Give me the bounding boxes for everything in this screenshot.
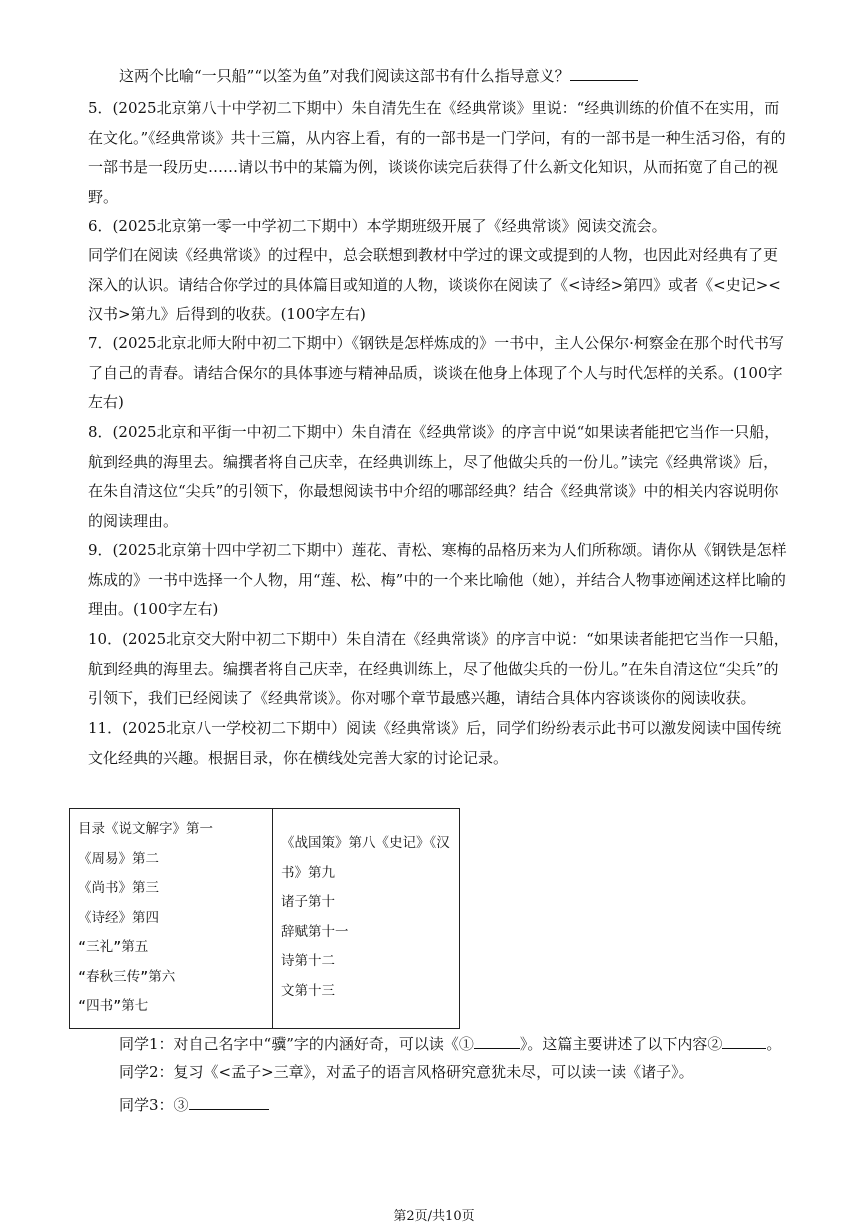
- question-7: 7．(2025北京北师大附中初二下期中）《钢铁是怎样炼成的》一书中，主人公保尔·柯察金在那个时代书写了自己的青春。请结合保尔的具体事迹与精神品质，谈谈在他身上体现了个人与时代怎样的关系。(100字左右): [88, 334, 784, 411]
- toc-entry: 《尚书》第三: [78, 880, 159, 896]
- toc-entry: 目录《说文解字》第一: [78, 821, 213, 837]
- toc-entry: 诗第十二: [281, 953, 335, 969]
- page-footer: 第2页/共10页: [393, 1209, 475, 1224]
- discussion-student-1: 同学1：对自己名字中“骥”字的内涵好奇，可以读《① 》。这篇主要讲述了以下内容② 。: [119, 1031, 781, 1054]
- question-8: 8．(2025北京和平街一中初二下期中）朱自清在《经典常谈》的序言中说“如果读者能把它当作一只船，航到经典的海里去。编撰者将自己庆幸，在经典训练上，尽了他做尖兵的一份儿。”读完《经典常谈》后，在朱自清这位“尖兵”的引领下，你最想阅读书中介绍的哪部经典？结合《经典常谈》中的相关内容说明你的阅读理由。: [88, 423, 780, 530]
- answer-blank-1: [474, 1031, 520, 1049]
- question-10: 10．(2025北京交大附中初二下期中）朱自清在《经典常谈》的序言中说：“如果读者能把它当作一只船，航到经典的海里去。编撰者将自己庆幸，在经典训练上，尽了他做尖兵的一份儿。”在朱自清这位“尖兵”的引领下，我们已经阅读了《经典常谈》。你对哪个章节最感兴趣，请结合具体内容谈谈你的阅读收获。: [88, 630, 789, 707]
- toc-left-column: [70, 809, 273, 1029]
- toc-entry: 辞赋第十一: [281, 923, 349, 940]
- toc-entry: 书》第九: [281, 864, 335, 881]
- question-6-title: 6．(2025北京第一零一中学初二下期中）本学期班级开展了《经典常谈》阅读交流会。: [88, 217, 667, 235]
- toc-entry: 《周易》第二: [78, 850, 159, 867]
- answer-blank: [570, 63, 638, 81]
- question-5: 5．(2025北京第八十中学初二下期中）朱自清先生在《经典常谈》里说：“经典训练的价值不在实用，而在文化。”《经典常谈》共十三篇，从内容上看，有的一部书是一门学问，有的一部书是一种生活习俗，有的一部书是一段历史……请以书中的某篇为例，谈谈你读完后获得了什么新文化知识，从而拓宽了自己的视野。: [88, 99, 786, 206]
- discussion-student-2: 同学2：复习《<孟子>三章》，对孟子的语言风格研究意犹未尽，可以读一读《诸子》。: [119, 1063, 694, 1081]
- table-of-contents: [69, 808, 460, 1029]
- discussion-student-3: 同学3：③: [119, 1092, 269, 1115]
- toc-entry: “四书”第七: [78, 998, 149, 1014]
- toc-entry: 诸子第十: [281, 894, 335, 910]
- answer-blank-2: [722, 1031, 766, 1049]
- toc-right-column: [273, 809, 460, 1029]
- question-6-body: 同学们在阅读《经典常谈》的过程中，总会联想到教材中学过的课文或提到的人物，也因此对经典有了更深入的认识。请结合你学过的具体篇目或知道的人物，谈谈你在阅读了《<诗经>第四》或者《<史记><汉书>第九》后得到的收获。(100字左右): [88, 246, 781, 323]
- question-text: 这两个比喻“一只船”“以筌为鱼”对我们阅读这部书有什么指导意义？: [119, 67, 570, 85]
- answer-blank-3: [189, 1092, 269, 1110]
- toc-entry: 《诗经》第四: [78, 909, 159, 926]
- toc-entry: “春秋三传”第六: [78, 968, 176, 985]
- toc-entry: 《战国策》第八《史记》《汉: [281, 835, 450, 851]
- toc-entry: “三礼”第五: [78, 939, 149, 955]
- question-4-tail: [88, 62, 792, 92]
- toc-entry: 文第十三: [281, 982, 335, 999]
- question-11: 11．(2025北京八一学校初二下期中）阅读《经典常谈》后，同学们纷纷表示此书可以激发阅读中国传统文化经典的兴趣。根据目录，你在横线处完善大家的讨论记录。: [88, 719, 782, 767]
- question-9: 9．(2025北京第十四中学初二下期中）莲花、青松、寒梅的品格历来为人们所称颂。请你从《钢铁是怎样炼成的》一书中选择一个人物，用“莲、松、梅”中的一个来比喻他（她），并结合人物事迹阐述这样比喻的理由。(100字左右): [88, 541, 787, 618]
